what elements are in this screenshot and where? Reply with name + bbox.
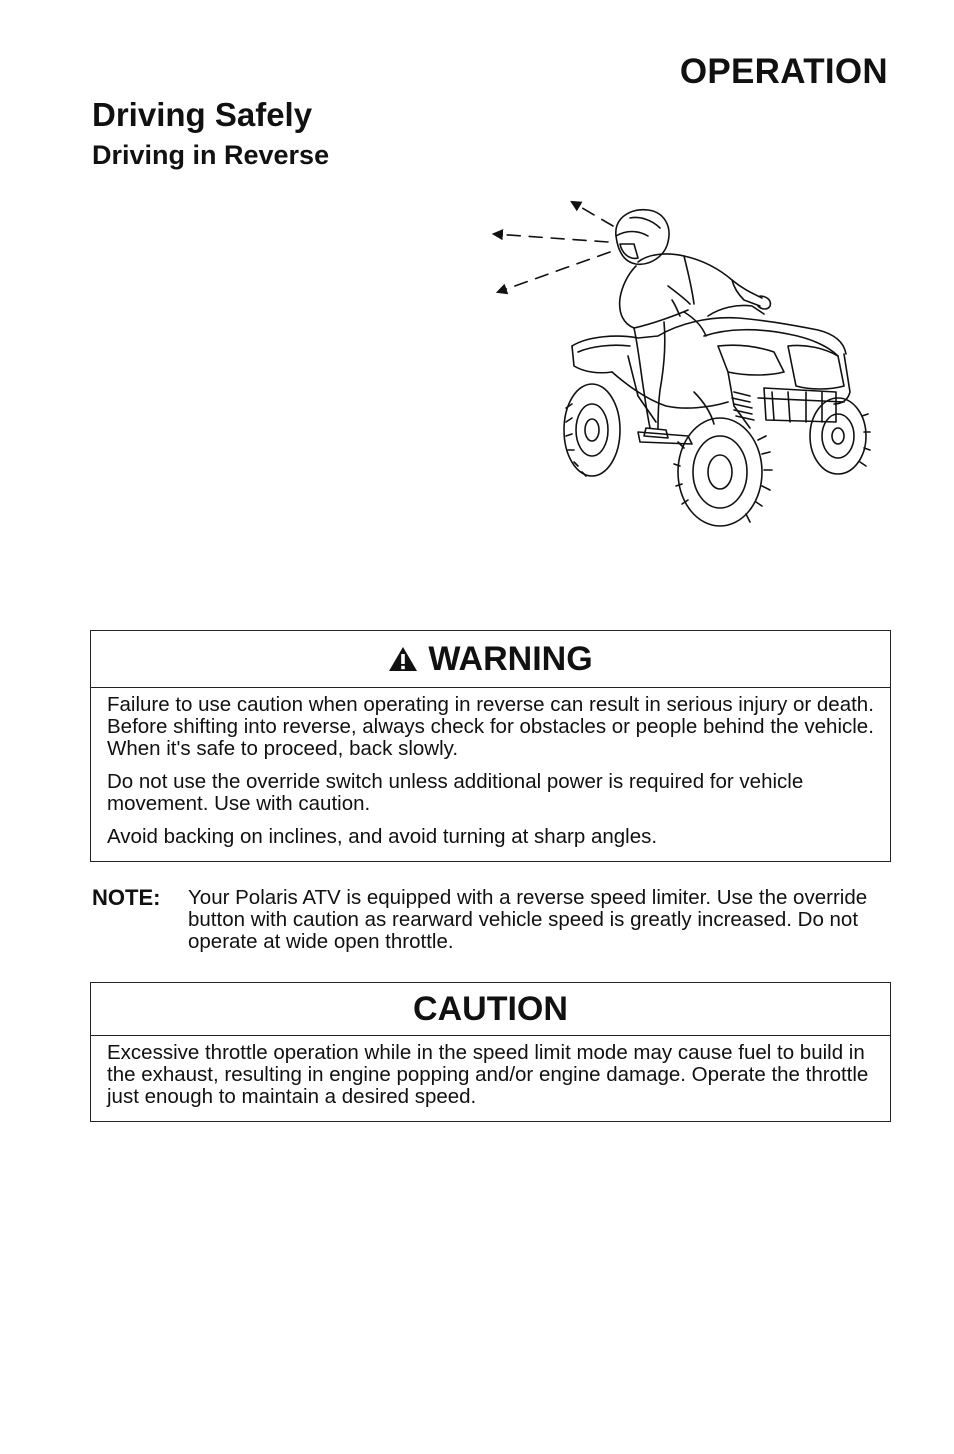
warning-box	[90, 630, 891, 862]
page-title: Driving Safely	[92, 96, 313, 133]
helmet	[616, 210, 669, 265]
warning-header	[91, 631, 890, 688]
caution-title: CAUTION	[413, 989, 568, 1028]
atv-body	[572, 305, 850, 444]
atv-rider-looking-back-illustration	[488, 196, 872, 534]
section-title: OPERATION	[679, 52, 888, 91]
warning-body	[91, 688, 890, 858]
caution-box	[90, 982, 891, 1122]
warning-paragraph: Do not use the override switch unless additional power is required for vehicle movement. Use with caution.	[107, 770, 804, 815]
caution-text: Excessive throttle operation while in the speed limit mode may cause fuel to build in the exhaust, resulting in engine popping and/or engine damage. Operate the throttle just enough to maintain a desired speed.	[107, 1041, 869, 1108]
warning-title: WARNING	[428, 639, 593, 678]
warning-paragraph: Failure to use caution when operating in reverse can result in serious injury or death. Before shifting into reverse, always check for obstacles or people behind the vehicle. When it's safe to proceed, back slowly.	[107, 693, 874, 760]
note-label: NOTE:	[92, 885, 161, 910]
warning-triangle-icon	[388, 646, 418, 672]
sight-line-arrows	[494, 202, 613, 292]
note	[92, 887, 882, 953]
note-text: Your Polaris ATV is equipped with a reverse speed limiter. Use the override button with caution as rearward vehicle speed is greatly increased. Do not operate at wide open throttle.	[188, 886, 868, 953]
caution-header	[91, 983, 890, 1036]
page-subtitle: Driving in Reverse	[92, 140, 330, 170]
warning-paragraph: Avoid backing on inclines, and avoid turning at sharp angles.	[107, 825, 658, 848]
caution-body	[91, 1036, 890, 1118]
